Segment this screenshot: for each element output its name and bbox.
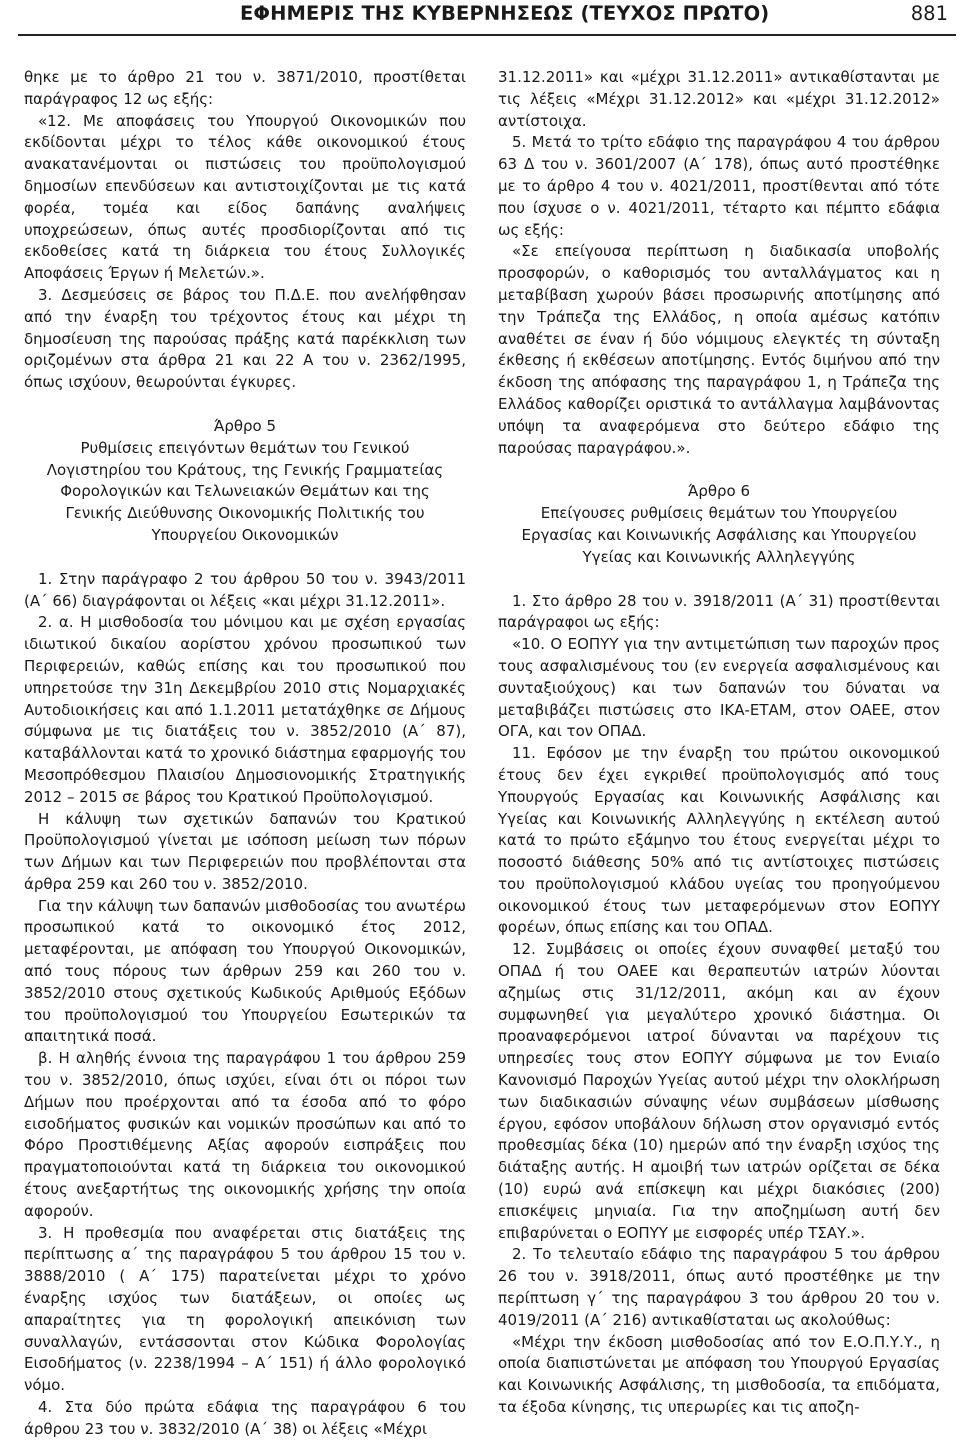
paragraph: 3. Δεσμεύσεις σε βάρος του Π.Δ.Ε. που ανελήφθησαν από την έναρξη του τρέχοντος έτους και μέχρι τη δημοσίευση της παρούσας πράξης κατά παρέκκλιση των οριζομένων στα άρθρα 21 και 22 Α του ν. 2362/1995, όπως ισχύουν, θεωρούνται έγκυρες.: [24, 285, 466, 392]
right-column: [498, 67, 940, 1419]
paragraph: «Σε επείγουσα περίπτωση η διαδικασία υποβολής προσφορών, ο καθορισμός του ανταλλάγματος και η μεταβίβαση χωρούν βάσει προσωρινής αποτίμησης από την Τράπεζα της Ελλάδος, η οποία αμέσως κατόπιν αναθέτει σε έναν ή δύο νόμιμους ελεγκτές τη σύνταξη έκθεσης ή εκθέσεων αποτίμησης. Εντός διμήνου από την έκδοση της απόφασης της παραγράφου 1, η Τράπεζα της Ελλάδος καθορίζει οριστικά το αντάλλαγμα λαμβάνοντας υπόψη τα αναφερόμενα στο δεύτερο εδάφιο της παρούσας παραγράφου.».: [498, 242, 940, 457]
paragraph: 12. Συμβάσεις οι οποίες έχουν συναφθεί μεταξύ του ΟΠΑΔ ή του ΟΑΕΕ και θεραπευτών ιατρών λύονται αζημίως στις 31/12/2011, ακόμη και αν έχουν συμφωνηθεί για μεγαλύτερο χρονικό διάστημα. Οι προαναφερόμενοι ιατροί δύνανται να παρέχουν τις υπηρεσίες τους στον ΕΟΠΥΥ σύμφωνα με τον Ενιαίο Κανονισμό Παροχών Υγείας αυτού μέχρι την ολοκλήρωση των διαδικασιών σύναψης νέων συμβάσεων μίσθωσης έργου, εφόσον υποβάλουν δήλωση στον οργανισμό εντός προθεσμίας δέκα (10) ημερών από την έναρξη ισχύος της διάταξης αυτής. Η αμοιβή των ιατρών ορίζεται σε δέκα (10) ευρώ ανά επίσκεψη και μέχρι διακόσιες (200) επισκέψεις μηνιαία. Για την αποζημίωση αυτή δεν επιβαρύνεται ο ΕΟΠΥΥ με εισφορές υπέρ ΤΣΑΥ.».: [498, 940, 940, 1242]
page-number: 881: [910, 2, 948, 25]
article-title: Ρυθμίσεις επειγόντων θεμάτων του Γενικού Λογιστηρίου του Κράτους, της Γενικής Γραμματείας Φορολογικών και Τελωνειακών Θεμάτων και της Γενικής Διεύθυνσης Οικονομικής Πολιτικής του Υπουργείου Οικονομικών: [46, 438, 444, 544]
paragraph: β. Η αληθής έννοια της παραγράφου 1 του άρθρου 259 του ν. 3852/2010, όπως ισχύει, είναι ότι οι πόροι των Δήμων που προέρχονται από τα έσοδα από το φόρο εισοδήματος φυσικών και νομικών προσώπων και από το Φόρο Προστιθέμενης Αξίας αφορούν εισπράξεις που πραγματοποιούνται κατά τη διάρκεια του οικονομικού έτους ανεξαρτήτως της οικονομικής χρήσης την οποία αφορούν.: [24, 1049, 466, 1220]
paragraph: «10. Ο ΕΟΠΥΥ για την αντιμετώπιση των παροχών προς τους ασφαλισμένους του (εν ενεργεία ασφαλισμένους και συνταξιούχους) και των δαπανών του δύναται να μεταβιβάζει πιστώσεις στο ΙΚΑ-ΕΤΑΜ, στον ΟΑΕΕ, στον ΟΓΑ, και τον ΟΠΑΔ.: [498, 635, 940, 741]
paragraph: θηκε με το άρθρο 21 του ν. 3871/2010, προστίθεται παράγραφος 12 ως εξής:: [24, 68, 466, 108]
paragraph: «12. Με αποφάσεις του Υπουργού Οικονομικών που εκδίδονται μέχρι το τέλος κάθε οικονομικού έτους ανακατανέμονται οι πιστώσεις του προϋπολογισμού δημοσίων επενδύσεων και αντιστοιχίζονται με τις κατά φορέα, τομέα και είδος δαπάνης αναλήψεις υποχρεώσεων, όπως αυτές προσδιορίζονται από τις εκδοθείσες κατά τη διάρκεια του έτους Συλλογικές Αποφάσεις Έργων ή Μελετών.».: [24, 111, 466, 283]
left-column: [24, 67, 466, 1441]
paragraph: 1. Στην παράγραφο 2 του άρθρου 50 του ν. 3943/2011 (Α΄ 66) διαγράφονται οι λέξεις «και μέχρι 31.12.2011».: [24, 569, 466, 610]
paragraph: 4. Στα δύο πρώτα εδάφια της παραγράφου 6 του άρθρου 23 του ν. 3832/2010 (Α΄ 38) οι λέξεις «Μέχρι: [24, 1398, 466, 1438]
gazette-title: ΕΦΗΜΕΡΙΣ ΤΗΣ ΚΥΒΕΡΝΗΣΕΩΣ (ΤΕΥΧΟΣ ΠΡΩΤΟ): [240, 2, 770, 25]
paragraph: «Μέχρι την έκδοση μισθοδοσίας από τον Ε.Ο.Π.Υ.Υ., η οποία διαπιστώνεται με απόφαση του Υπουργού Εργασίας και Κοινωνικής Ασφάλισης, τη μισθοδοσία, τα επιδόματα, τα έξοδα κίνησης, τις υπερωρίες και τις αποζη-: [498, 1332, 940, 1417]
header-rule: [18, 34, 956, 36]
article-title: Επείγουσες ρυθμίσεις θεμάτων του Υπουργείου Εργασίας και Κοινωνικής Ασφάλισης και Υπουργείου Υγείας και Κοινωνικής Αλληλεγγύης: [521, 504, 917, 566]
paragraph: 3. Η προθεσμία που αναφέρεται στις διατάξεις της περίπτωσης α΄ της παραγράφου 5 του άρθρου 15 του ν. 3888/2010 ( Α΄ 175) παρατείνεται μέχρι το χρόνο έναρξης ισχύος των διατάξεων, οι οποίες ως απαραίτητες για τη φορολογική απεικόνιση των συναλλαγών, εντάσσονται στον Κώδικα Φορολογίας Εισοδήματος (ν. 2238/1994 – Α΄ 151) ή άλλο φορολογικό νόμο.: [24, 1223, 466, 1395]
paragraph: Η κάλυψη των σχετικών δαπανών του Κρατικού Προϋπολογισμού γίνεται με ισόποση μείωση των πόρων των Δήμων και των Περιφερειών που προβλέπονται στα άρθρα 259 και 260 του ν. 3852/2010.: [24, 809, 466, 893]
paragraph: 31.12.2011» και «μέχρι 31.12.2011» αντικαθίστανται με τις λέξεις «Μέχρι 31.12.2012» και «μέχρι 31.12.2012» αντίστοιχα.: [498, 68, 940, 130]
page-header: [0, 0, 960, 36]
paragraph: 2. α. Η μισθοδοσία του μόνιμου και με σχέση εργασίας ιδιωτικού δικαίου αορίστου χρόνου προσωπικού των Περιφερειών, καθώς επίσης και του προσωπικού που υπηρετούσε την 31η Δεκεμβρίου 2010 στις Νομαρχιακές Αυτοδιοικήσεις και από 1.1.2011 μετατάχθηκε σε Δήμους σύμφωνα με τις διατάξεις του ν. 3852/2010 (Α΄ 87), καταβάλλονται κατά το χρονικό διάστημα εφαρμογής του Μεσοπρόθεσμου Πλαισίου Δημοσιονομικής Στρατηγικής 2012 – 2015 σε βάρος του Κρατικού Προϋπολογισμού.: [24, 613, 466, 806]
article-heading: Άρθρο 5: [213, 416, 277, 435]
paragraph: 2. Το τελευταίο εδάφιο της παραγράφου 5 του άρθρου 26 του ν. 3918/2011, όπως αυτό προστέθηκε με την περίπτωση γ΄ της παραγράφου 3 του άρθρου 20 του ν. 4019/2011 (Α΄ 216) αντικαθίσταται ως ακολούθως:: [498, 1245, 940, 1329]
article-heading: Άρθρο 6: [687, 482, 751, 501]
paragraph: Για την κάλυψη των δαπανών μισθοδοσίας του ανωτέρω προσωπικού κατά το οικονομικό έτος 2012, μεταφέρονται, με απόφαση του Υπουργού Οικονομικών, από τους πόρους των άρθρων 259 και 260 του ν. 3852/2010 στους σχετικούς Κωδικούς Αριθμούς Εξόδων του προϋπολογισμού του Υπουργείου Εσωτερικών τα απαιτητικά ποσά.: [24, 896, 466, 1046]
paragraph: 11. Εφόσον με την έναρξη του πρώτου οικονομικού έτους δεν έχει εγκριθεί προϋπολογισμός από τους Υπουργούς Εργασίας και Κοινωνικής Ασφάλισης και Υγείας και Κοινωνικής Αλληλεγγύης η εκτέλεση αυτού κατά το πρώτο εξάμηνο του έτους ενεργείται μέχρι το ποσοστό διάθεσης 50% από τις αντίστοιχες πιστώσεις του προϋπολογισμού κλάδου υγείας του προηγούμενου οικονομικού έτους των μεταφερόμενων στον ΕΟΠΥΥ φορέων, όπως επίσης και του ΟΠΑΔ.: [498, 744, 940, 937]
paragraph: 1. Στο άρθρο 28 του ν. 3918/2011 (Α΄ 31) προστίθενται παράγραφοι ως εξής:: [498, 591, 940, 632]
paragraph: 5. Μετά το τρίτο εδάφιο της παραγράφου 4 του άρθρου 63 Δ του ν. 3601/2007 (Α΄ 178), όπως αυτό προστέθηκε με το άρθρο 4 του ν. 4021/2011, προστίθενται από τότε που ίσχυσε ο ν. 4021/2011, τέταρτο και πέμπτο εδάφια ως εξής:: [498, 133, 940, 239]
